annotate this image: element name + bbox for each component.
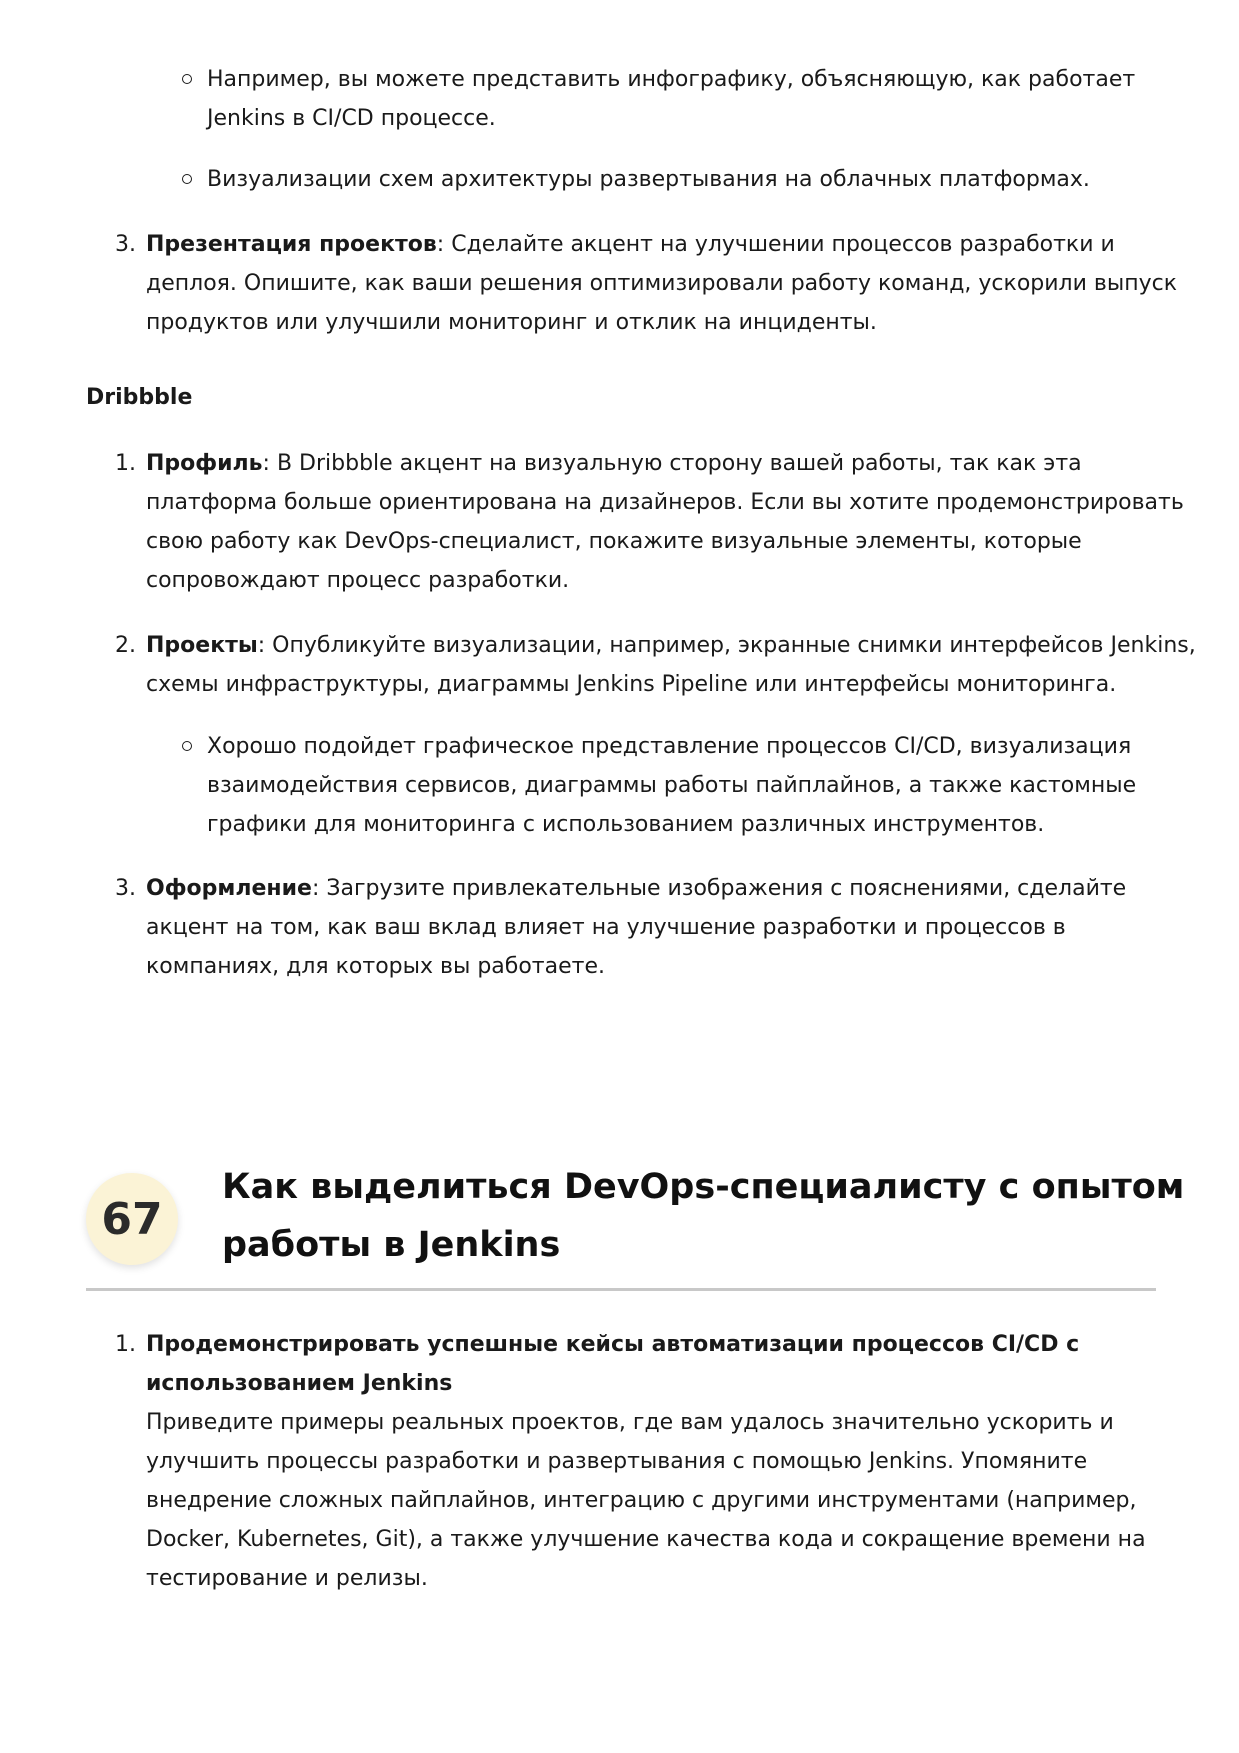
list-item-text: сопровождают процесс разработки.: [146, 568, 570, 593]
sub-item-text: Например, вы можете представить инфографику, объясняющую, как работает: [207, 67, 1136, 92]
sub-item-text: графики для мониторинга с использованием различных инструментов.: [207, 812, 1045, 837]
item-title: Проекты: [146, 633, 258, 658]
item-title: Продемонстрировать успешные кейсы автоматизации процессов CI/CD с: [146, 1332, 1080, 1357]
bullet-icon: [182, 74, 192, 84]
list-item-text: улучшить процессы разработки и развертывания с помощью Jenkins. Упомяните: [146, 1449, 1088, 1474]
section-title: работы в Jenkins: [222, 1225, 561, 1265]
list-item-text: Приведите примеры реальных проектов, где вам удалось значительно ускорить и: [146, 1410, 1114, 1435]
list-item-text: Docker, Kubernetes, Git), а также улучшение качества кода и сокращение времени на: [146, 1527, 1146, 1552]
sub-item-text: Jenkins в CI/CD процессе.: [207, 106, 496, 131]
list-item-text: продуктов или улучшили мониторинг и отклик на инциденты.: [146, 310, 877, 335]
list-number: 3.: [115, 876, 136, 901]
list-item-text: схемы инфраструктуры, диаграммы Jenkins Pipeline или интерфейсы мониторинга.: [146, 672, 1117, 697]
list-item-text: Проекты: Опубликуйте визуализации, например, экранные снимки интерфейсов Jenkins,: [146, 633, 1196, 658]
item-title: Презентация проектов: [146, 232, 437, 257]
section-title: Как выделиться DevOps-специалисту с опытом: [222, 1167, 1185, 1207]
list-item-text: внедрение сложных пайплайнов, интеграцию с другими инструментами (например,: [146, 1488, 1137, 1513]
list-item-text: деплоя. Опишите, как ваши решения оптимизировали работу команд, ускорили выпуск: [146, 271, 1178, 296]
list-item-text: Профиль: В Dribbble акцент на визуальную сторону вашей работы, так как эта: [146, 451, 1082, 476]
list-item-text: компаниях, для которых вы работаете.: [146, 954, 605, 979]
list-number: 1.: [115, 451, 136, 476]
item-title: Оформление: [146, 876, 312, 901]
list-item-text: тестирование и релизы.: [146, 1566, 428, 1591]
bullet-icon: [182, 174, 192, 184]
sub-item-text: Визуализации схем архитектуры развертывания на облачных платформах.: [207, 167, 1090, 192]
list-item-text: Оформление: Загрузите привлекательные изображения с пояснениями, сделайте: [146, 876, 1127, 901]
item-title: использованием Jenkins: [146, 1371, 453, 1396]
list-number: 2.: [115, 633, 136, 658]
list-item-text: свою работу как DevOps-специалист, покажите визуальные элементы, которые: [146, 529, 1082, 554]
list-item-text: Презентация проектов: Сделайте акцент на улучшении процессов разработки и: [146, 232, 1115, 257]
sub-item-text: взаимодействия сервисов, диаграммы работы пайплайнов, а также кастомные: [207, 773, 1137, 798]
section-number-badge: 67: [86, 1173, 178, 1265]
list-number: 1.: [115, 1332, 136, 1357]
list-number: 3.: [115, 232, 136, 257]
list-item-text: акцент на том, как ваш вклад влияет на улучшение разработки и процессов в: [146, 915, 1066, 940]
section-divider: [86, 1288, 1156, 1291]
list-item-text: платформа больше ориентирована на дизайнеров. Если вы хотите продемонстрировать: [146, 490, 1184, 515]
bullet-icon: [182, 741, 192, 751]
sub-item-text: Хорошо подойдет графическое представление процессов CI/CD, визуализация: [207, 734, 1132, 759]
item-title: Профиль: [146, 451, 263, 476]
section-subheading: Dribbble: [86, 385, 193, 410]
